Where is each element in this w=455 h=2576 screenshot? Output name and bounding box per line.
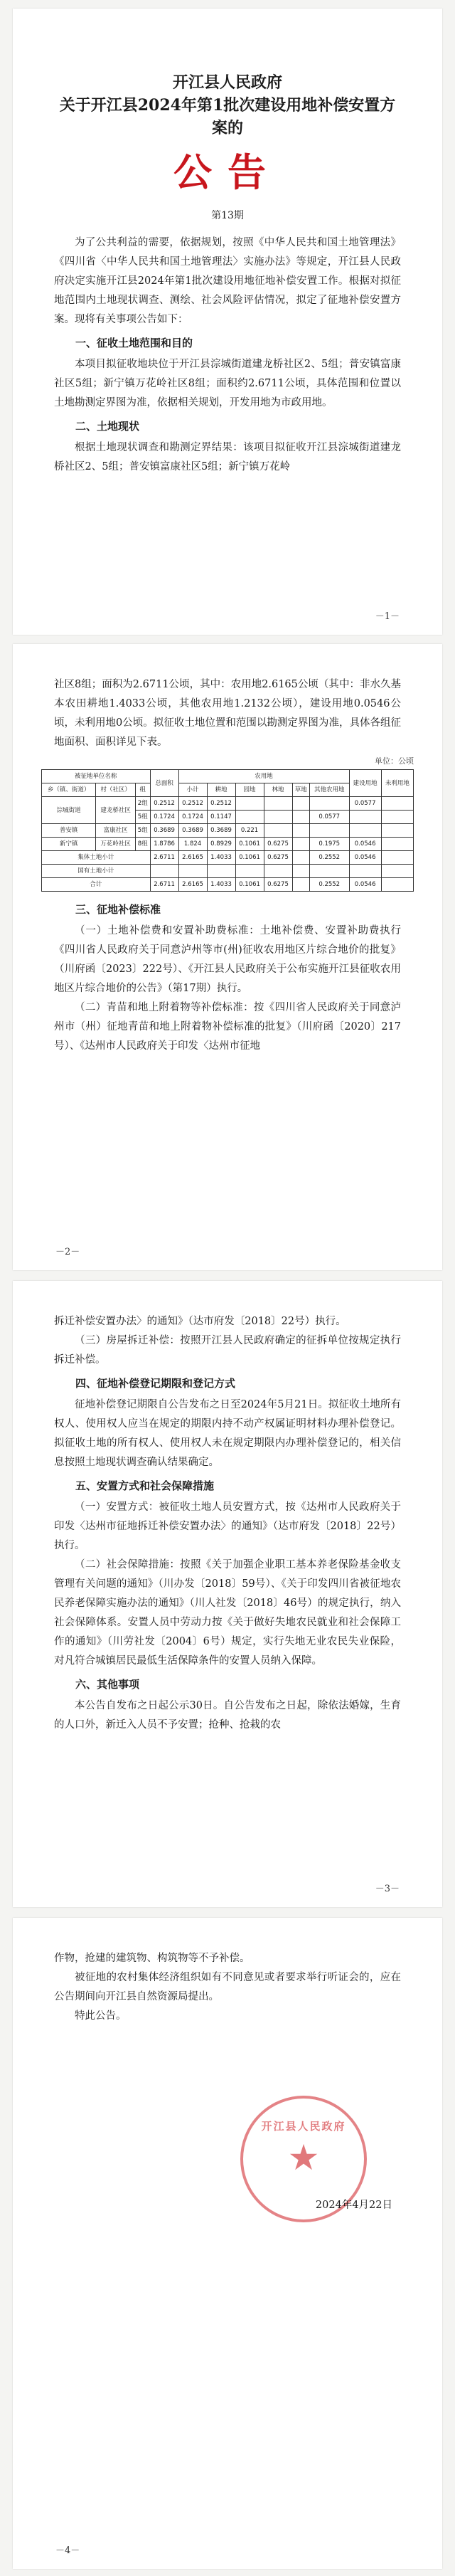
seal-text: 开江县人民政府: [261, 2120, 346, 2133]
cell-label: 集体土地小计: [42, 851, 151, 865]
cell: 0.0546: [349, 878, 381, 892]
cell: [309, 824, 349, 838]
th-subtotal: 小计: [178, 783, 207, 797]
section-1-paragraph: 本项目拟征收地块位于开江县淙城街道建龙桥社区2、5组；普安镇富康社区5组；新宁镇万花岭社区8组；面积约2.6711公顷，具体范围和位置以土地勘测定界图为准，依据相关规划，开发用地为市政用地。: [54, 359, 401, 408]
cell: 8组: [135, 838, 150, 851]
cell: [349, 811, 381, 824]
th-paddy: 耕地: [207, 783, 235, 797]
cell: 0.6275: [264, 878, 292, 892]
cell: [292, 838, 309, 851]
issue-number: 第13期: [211, 210, 244, 221]
title-line-1: 开江县人民政府: [172, 73, 282, 92]
th-group: 组: [135, 783, 150, 797]
section-3-continuation: 拆迁补偿安置办法〉的通知》（达市府发〔2018〕22号）执行。: [54, 1316, 346, 1327]
cell: 0.1061: [235, 878, 264, 892]
cell: 2.6711: [150, 878, 178, 892]
th-build: 建设用地: [349, 770, 381, 797]
cell-village: 建龙桥社区: [96, 797, 136, 824]
cell: 0.1061: [235, 838, 264, 851]
cell: 0.3689: [207, 824, 235, 838]
th-grass: 草地: [292, 783, 309, 797]
cell: 0.2552: [309, 878, 349, 892]
cell: [292, 824, 309, 838]
th-total: 总面积: [150, 770, 178, 797]
cell: 2.6165: [178, 878, 207, 892]
section-2-paragraph: 根据土地现状调查和勘测定界结果：该项目拟征收开江县淙城街道建龙桥社区2、5组；普安镇富康社区5组；新宁镇万花岭: [54, 442, 401, 473]
table-row-state: [42, 865, 414, 878]
table-row-collective: [42, 851, 414, 865]
cell: 0.1724: [178, 811, 207, 824]
cell: 0.0546: [349, 838, 381, 851]
cell: 0.6275: [264, 851, 292, 865]
section-6-heading: 六、其他事项: [75, 1678, 140, 1691]
cell: 1.8786: [150, 838, 178, 851]
section-2-heading: 二、土地现状: [75, 420, 140, 433]
cell: 0.6275: [264, 838, 292, 851]
title-line-2: 关于开江县2024年第1批次建设用地补偿安置方案的: [59, 96, 396, 137]
cell-village: 富康社区: [96, 824, 136, 838]
cell: 0.3689: [178, 824, 207, 838]
section-5-item-1: （一）安置方式：被征收土地人员安置方式，按《达州市人民政府关于印发〈达州市征地拆迁补偿安置办法〉的通知》（达市府发〔2018〕22号）执行。: [54, 1501, 401, 1551]
cell: [264, 811, 292, 824]
th-garden: 园地: [235, 783, 264, 797]
cell: 2.6165: [178, 851, 207, 865]
section-5-item-2: （二）社会保障措施：按照《关于加强企业职工基本养老保险基金收支管理有关问题的通知》（川办发〔2018〕59号）、《关于印发四川省被征地农民养老保障实施办法的通知》（川人社发〔2018〕46号）的规定执行，纳入社会保障体系。安置人员中劳动力按《关于做好失地农民就业和社会保障工作的通知》（川劳社发〔2004〕6号）规定，实行失地无业农民失业保险，对凡符合城镇居民最低生活保障条件的安置人员纳入保障。: [54, 1559, 401, 1667]
cell: [292, 797, 309, 811]
section-6-paragraph: 本公告自发布之日起公示30日。自公告发布之日起，除依法婚嫁，生育的人口外，新迁入人员不予安置；抢种、抢栽的农: [54, 1700, 401, 1731]
section-6-continuation: 作物，抢建的建筑物、构筑物等不予补偿。: [54, 1953, 250, 1964]
cell: [381, 851, 413, 865]
cell: 2.6711: [150, 851, 178, 865]
th-unit: 被征地单位名称: [42, 770, 151, 783]
cell: [381, 824, 413, 838]
cell: 0.1724: [150, 811, 178, 824]
cell: [292, 811, 309, 824]
cell: [381, 811, 413, 824]
cell: 0.0577: [309, 811, 349, 824]
cell: 0.3689: [150, 824, 178, 838]
cell-label: 国有土地小计: [42, 865, 151, 878]
table-unit-note: 单位：公顷: [375, 756, 414, 766]
page-number: －4－: [55, 2545, 80, 2556]
table-row: [42, 797, 414, 811]
section-1-heading: 一、征收土地范围和目的: [75, 337, 193, 349]
cell: 1.4033: [207, 878, 235, 892]
section-4-paragraph: 征地补偿登记期限自公告发布之日至2024年5月21日。拟征收土地所有权人、使用权人应当在规定的期限内持不动产权属证明材料办理补偿登记。拟征收土地的所有权人、使用权人未在规定期限内办理补偿登记的，相关信息按照土地现状调查确认结果确定。: [54, 1399, 401, 1468]
document-page-3: [13, 1281, 442, 1907]
th-village: 村（社区）: [96, 783, 136, 797]
cell-town: 淙城街道: [42, 797, 96, 824]
seal-star-icon: ★: [287, 2137, 320, 2178]
section-2-continuation: 社区8组；面积为2.6711公顷，其中：农用地2.6165公顷（其中：非水久基本农田耕地1.4033公顷，其他农用地1.2132公顷），建设用地0.0546公顷，未利用地0公顷。拟征收土地位置和范围以勘测定界图为准，具体各组征地面积、面积详见下表。: [54, 679, 401, 748]
table-row: [42, 824, 414, 838]
cell: 0.2552: [309, 851, 349, 865]
cell: 0.2512: [150, 797, 178, 811]
cell: 0.1975: [309, 838, 349, 851]
cell: [235, 797, 264, 811]
section-3-heading: 三、征地补偿标准: [75, 903, 161, 916]
th-forest: 林地: [264, 783, 292, 797]
document-page-1: [13, 9, 442, 635]
document-page-2: [13, 644, 442, 1270]
land-area-table: [41, 769, 414, 892]
cell: 0.2512: [178, 797, 207, 811]
cell-village: 万花岭社区: [96, 838, 136, 851]
cell: 1.824: [178, 838, 207, 851]
cell: [292, 878, 309, 892]
cell: 5组: [135, 824, 150, 838]
intro-paragraph: 为了公共利益的需要，依据规划，按照《中华人民共和国土地管理法》《四川省〈中华人民共和国土地管理法〉实施办法》等规定，开江县人民政府决定实施开江县2024年第1批次建设用地征地补偿安置工作。根据对拟征地范围内土地现状调查、测绘、社会风险评估情况，拟定了征地补偿安置方案。现将有关事项公告如下：: [54, 237, 401, 325]
section-3-item-2: （二）青苗和地上附着物等补偿标准：按《四川省人民政府关于同意泸州市（州）征地青苗和地上附着物补偿标准的批复》（川府函〔2020〕217号）、《达州市人民政府关于印发〈达州市征地: [54, 1002, 401, 1052]
cell: [381, 878, 413, 892]
page-number: －1－: [375, 611, 400, 622]
cell: 0.1061: [235, 851, 264, 865]
signature-date: 2024年4月22日: [315, 2200, 392, 2211]
cell: [292, 851, 309, 865]
cell: 0.0577: [349, 797, 381, 811]
cell: 5组: [135, 811, 150, 824]
cell: 0.221: [235, 824, 264, 838]
announcement-heading: 公告: [173, 149, 282, 195]
cell: [381, 797, 413, 811]
section-5-heading: 五、安置方式和社会保障措施: [75, 1479, 215, 1492]
objection-paragraph: 被征地的农村集体经济组织如有不同意见或者要求举行听证会的，应在公告期间向开江县自然资源局提出。: [54, 1972, 401, 2002]
cell: [381, 838, 413, 851]
cell-town: 新宁镇: [42, 838, 96, 851]
cell-town: 普安镇: [42, 824, 96, 838]
cell: 0.2512: [207, 797, 235, 811]
cell: [349, 824, 381, 838]
cell: 0.8929: [207, 838, 235, 851]
cell: [235, 811, 264, 824]
cell-label: 合计: [42, 878, 151, 892]
th-unused: 未利用地: [381, 770, 413, 797]
page-number: －3－: [375, 1884, 400, 1894]
cell: 1.4033: [207, 851, 235, 865]
table-row-sum: [42, 878, 414, 892]
page-number: －2－: [55, 1247, 80, 1257]
section-3-item-1: （一）土地补偿费和安置补助费标准：土地补偿费、安置补助费执行《四川省人民政府关于同意泸州等市(州)征收农用地区片综合地价的批复》（川府函〔2023〕222号）、《开江县人民政府关于公布实施开江县征收农用地区片综合地价的公告》（第17期）执行。: [54, 925, 401, 994]
section-4-heading: 四、征地补偿登记期限和登记方式: [75, 1377, 236, 1390]
closing-line: 特此公告。: [75, 2010, 127, 2022]
cell: [309, 797, 349, 811]
cell: 0.0546: [349, 851, 381, 865]
th-town: 乡（镇、街道）: [42, 783, 96, 797]
section-3-item-3: （三）房屋拆迁补偿：按照开江县人民政府确定的征拆单位按规定执行拆迁补偿。: [54, 1335, 401, 1366]
document-page-4: [13, 1918, 442, 2569]
th-agri: 农用地: [178, 770, 349, 783]
th-other: 其他农用地: [309, 783, 349, 797]
cell: [264, 797, 292, 811]
cell: 0.1147: [207, 811, 235, 824]
cell: [264, 824, 292, 838]
cell: 2组: [135, 797, 150, 811]
table-row: [42, 838, 414, 851]
